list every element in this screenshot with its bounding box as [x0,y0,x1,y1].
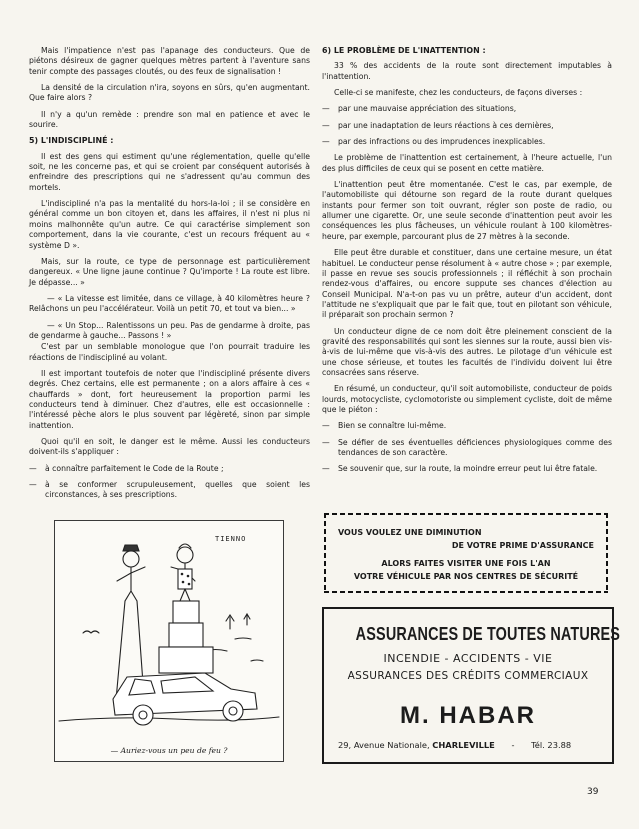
paragraph: Mais, sur la route, ce type de personnage est particulièrement dangereux. « Une ligne jaune continue ? Qu'importe ! La route est libre. Je dépasse... » [29,256,310,287]
list-item: — par une mauvaise appréciation des situations, [322,104,612,114]
section-heading-indiscipline: 5) L'INDISCIPLINÉ : [29,136,114,146]
promo-line-1: VOUS VOULEZ UNE DIMINUTION [338,528,482,537]
promo-line-2: DE VOTRE PRIME D'ASSURANCE [451,541,594,550]
dashed-border-right [606,513,608,593]
list-item: — par des infractions ou des imprudences inexplicables. [322,137,612,147]
paragraph: Le problème de l'inattention est certainement, à l'heure actuelle, l'un des plus difficiles de ceux qui se posent en cette matière. [322,153,612,173]
dashed-border-left [324,513,326,593]
right-column [322,46,612,481]
paragraph: 33 % des accidents de la route sont directement imputables à l'inattention. [322,61,612,81]
paragraph: Il est des gens qui estiment qu'une réglementation, quelle qu'elle soit, ne les concerne pas, et qui se croient par conséquent autorisés à enfreindre des prescriptions qui ne s'adressent qu'au commun des mortels. [29,151,310,192]
paragraph: En résumé, un conducteur, qu'il soit automobiliste, conducteur de poids lourds, motocycliste, cyclomotoriste ou simplement cycliste, doit de même que le piéton : [322,384,612,414]
dashed-border-bottom [324,591,608,593]
quote-paragraph: — « La vitesse est limitée, dans ce village, à 40 kilomètres heure ? Relâchons un peu l'accélérateur. Voilà un petit 70, et tout va bien... » [29,293,310,314]
paragraph: L'indiscipliné n'a pas la mentalité du hors-la-loi ; il se considère en général comme un bon citoyen et, dans les affaires, il n'est ni plus ni moins malhonnête qu'un autre. Ce qui caractérise simplement son comportement, dans la vie courante, c'est un recours fréquent au « système D ». [29,199,310,250]
quote-paragraph: — « Un Stop... Ralentissons un peu. Pas de gendarme à droite, pas de gendarme à gauche... Passons ! » [29,320,310,340]
page-number: 39 [587,787,599,797]
ad-city: CHARLEVILLE [432,740,495,750]
list-item: — Se souvenir que, sur la route, la moindre erreur peut lui être fatale. [322,464,612,474]
cartoon-drawing [55,521,283,746]
ad-address-line [338,740,602,750]
ad-phone: Tél. 23.88 [531,740,572,750]
list-item: — Bien se connaître lui-même. [322,421,612,431]
paragraph: Mais l'impatience n'est pas l'apanage des conducteurs. Que de piétons désireux de gagner quelques mètres partent à l'aventure sans tenir compte des passages cloutés, ou des feux de signalisation ! [29,46,310,76]
cartoon-caption: — Auriez-vous un peu de feu ? [110,746,228,755]
ad-services-credit: ASSURANCES DES CRÉDITS COMMERCIAUX [347,670,589,682]
paragraph: Celle-ci se manifeste, chez les conducteurs, de façons diverses : [334,88,583,98]
ad-agent-name: M. HABAR [400,702,536,729]
dashed-border-top [324,513,608,515]
paragraph: Il est important toutefois de noter que l'indiscipliné présente divers degrés. Chez certains, elle est permanente ; on a alors affaire à ces « chauffards » dont, fort heureusement la proportion parmi les conducteurs tend à diminuer. Chez d'autres, elle est occasionnelle : l'intéressé pèche alors le plus souvent par légèreté, sinon par simple inattention. [29,368,310,430]
paragraph: Elle peut être durable et constituer, dans une certaine mesure, un état habituel. Le conducteur pense résolument à « autre chose » ; par exemple, il passe en revue ses soucis professionnels ; il réfléchit à son prochain rendez-vous d'affaires, ou encore suppute ses chances d'élection au Conseil Municipal. N'a-t-on pas vu un prêtre, auteur d'un accident, dont l'attitude ne s'expliquait que par le fait que, tout en pilotant son véhicule, il préparait son prochain sermon ? [322,248,612,320]
cartoon-illustration [54,520,284,762]
promo-box [324,513,608,593]
insurance-advertisement [322,607,621,764]
paragraph: La densité de la circulation n'ira, soyons en sûrs, qu'en augmentant. Que faire alors ? [29,83,310,103]
paragraph: Quoi qu'il en soit, le danger est le même. Aussi les conducteurs doivent-ils s'appliquer : [29,437,310,457]
list-item: — à connaître parfaitement le Code de la Route ; [29,464,310,474]
ad-separator: - [511,740,515,750]
ad-services: INCENDIE - ACCIDENTS - VIE [383,652,553,665]
promo-line-4: VOTRE VÉHICULE PAR NOS CENTRES DE SÉCURITÉ [353,572,579,581]
paragraph: Il n'y a qu'un remède : prendre son mal en patience et avec le sourire. [29,109,310,130]
list-item: — par une inadaptation de leurs réactions à ces dernières, [322,121,612,131]
left-column [29,46,310,507]
promo-line-3: ALORS FAITES VISITER UNE FOIS L'AN [381,559,551,568]
paragraph: L'inattention peut être momentanée. C'est le cas, par exemple, de l'automobiliste qui détourne son regard de la route durant quelques instants pour fermer son toit ouvrant, régler son poste de radio, ou allumer une cigarette. Or, une seule seconde d'inattention peut avoir les conséquences les plus fâcheuses, un véhicule roulant à 100 kilomètres-heure, par exemple, parcourant plus de 27 mètres à la seconde. [322,180,612,241]
ad-title: ASSURANCES DE TOUTES NATURES [355,623,621,644]
list-item: — à se conformer scrupuleusement, quelles que soient les circonstances, à ses prescriptions. [29,480,310,501]
cartoon-signature: TIENNO [215,535,247,543]
section-heading-inattention: 6) LE PROBLÈME DE L'INATTENTION : [322,46,486,55]
paragraph: Un conducteur digne de ce nom doit être pleinement conscient de la gravité des responsabilités qui sont les siennes sur la route, aussi bien vis-à-vis de lui-même que vis-à-vis des autres. Le pilotage d'un véhicule est une chose sérieuse, et toutes les facultés de l'individu doivent lui être consacrées sans réserve. [322,326,612,377]
paragraph: C'est par un semblable monologue que l'on pourrait traduire les réactions de l'indiscipliné au volant. [29,342,310,362]
ad-address: 29, Avenue Nationale, [338,740,430,750]
list-item: — Se défier de ses éventuelles déficiences physiologiques comme des tendances de son caractère. [322,438,612,459]
